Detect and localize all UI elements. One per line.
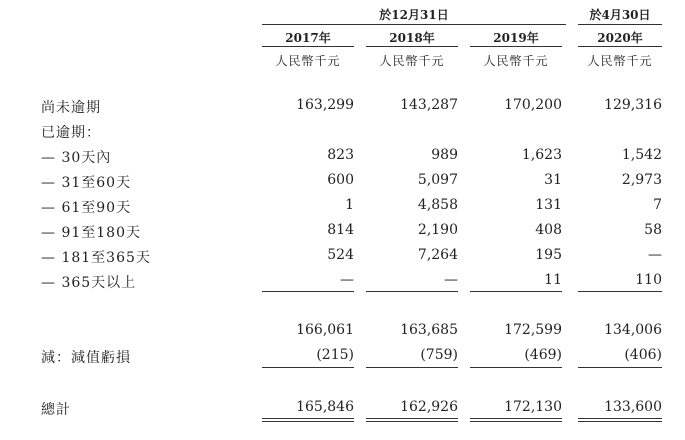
cell-2019: 31 [544,172,562,188]
row-label: — 181至365天 [41,250,151,266]
year-underline-4 [578,46,662,47]
impairment-rule-3 [470,367,562,368]
header-year-2019: 2019年 [493,31,539,45]
total-double-rule-4a [578,418,662,419]
subtotal-2018: 163,685 [400,322,458,338]
row-label: 已逾期： [41,125,101,141]
impairment-rule-2 [366,367,458,368]
impairment-row [0,347,685,367]
cell-2018: 4,858 [417,197,458,213]
table-row [0,247,685,267]
table-row [0,197,685,217]
cell-2017: 163,299 [296,97,354,113]
cell-2019: 170,200 [504,97,562,113]
subtotal-rule-3 [470,291,562,292]
row-label: — 30天內 [41,150,112,166]
header-year-2018: 2018年 [389,31,435,45]
cell-2018: 143,287 [400,97,458,113]
impairment-2019: (469) [524,347,562,363]
total-2017: 165,846 [296,399,354,415]
cell-2017: 524 [327,247,354,263]
cell-2018: 2,190 [417,222,458,238]
cell-2017: 1 [345,197,354,213]
subtotal-row [0,322,685,342]
total-double-rule-4b [578,421,662,422]
table-row [0,172,685,192]
year-underline-2 [366,46,458,47]
table-row [0,122,685,142]
impairment-rule-4 [578,367,662,368]
cell-2019: 11 [544,272,562,288]
subtotal-rule-1 [262,291,354,292]
cell-2017: — [340,272,354,288]
cell-2020: 110 [635,272,662,288]
cell-2020: — [648,247,662,263]
subtotal-rule-4 [578,291,662,292]
row-label: — 61至90天 [41,200,132,216]
unit-label-2020: 人民幣千元 [587,54,653,68]
row-label: 尚未逾期 [41,100,101,116]
row-label: — 91至180天 [41,225,141,241]
total-double-rule-3a [470,418,562,419]
subtotal-rule-2 [366,291,458,292]
table-row [0,97,685,117]
cell-2018: 7,264 [417,247,458,263]
subtotal-2017: 166,061 [296,322,354,338]
row-label: — 31至60天 [41,175,132,191]
cell-2017: 823 [327,147,354,163]
cell-2018: 989 [431,147,458,163]
impairment-2017: (215) [316,347,354,363]
total-2020: 133,600 [604,399,662,415]
unit-label-2017: 人民幣千元 [275,54,341,68]
impairment-rule-1 [262,367,354,368]
header-year-2017: 2017年 [285,31,331,45]
subtotal-2020: 134,006 [604,322,662,338]
cell-2020: 7 [653,197,662,213]
total-double-rule-2b [366,421,458,422]
cell-2019: 408 [535,222,562,238]
cell-2019: 131 [535,197,562,213]
total-row [0,399,685,419]
header-group-dec31: 於12月31日 [379,8,449,22]
cell-2020: 58 [644,222,662,238]
total-2019: 172,130 [504,399,562,415]
impairment-2018: (759) [420,347,458,363]
subtotal-2019: 172,599 [504,322,562,338]
cell-2020: 2,973 [621,172,662,188]
total-double-rule-3b [470,421,562,422]
header-top-rule-2 [578,24,662,25]
total-double-rule-1a [262,418,354,419]
total-double-rule-1b [262,421,354,422]
cell-2019: 1,623 [521,147,562,163]
cell-2019: 195 [535,247,562,263]
unit-label-2019: 人民幣千元 [483,54,549,68]
cell-2020: 1,542 [621,147,662,163]
table-row [0,272,685,292]
cell-2017: 600 [327,172,354,188]
header-year-2020: 2020年 [597,31,643,45]
impairment-label: 減：減值虧損 [41,350,131,366]
table-row [0,147,685,167]
total-double-rule-2a [366,418,458,419]
table-row [0,222,685,242]
cell-2018: — [444,272,458,288]
cell-2018: 5,097 [417,172,458,188]
unit-label-2018: 人民幣千元 [379,54,445,68]
cell-2017: 814 [327,222,354,238]
impairment-2020: (406) [624,347,662,363]
year-underline-1 [262,46,354,47]
total-2018: 162,926 [400,399,458,415]
row-label: — 365天以上 [41,275,137,291]
total-label: 總計 [41,402,71,418]
cell-2020: 129,316 [604,97,662,113]
year-underline-3 [470,46,562,47]
header-group-apr30: 於4月30日 [589,8,651,22]
header-top-rule-1 [262,24,566,25]
